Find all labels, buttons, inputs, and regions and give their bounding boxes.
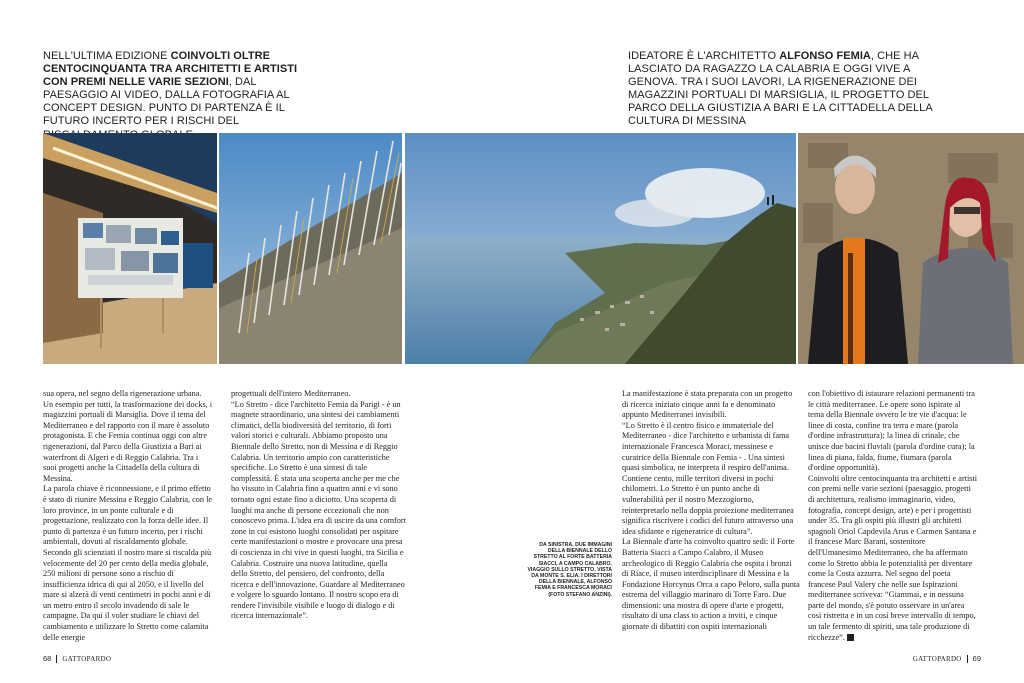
body-paragraph-text: Coinvolti oltre centocinquanta tra architetti e artisti con premi nelle varie sezioni (paesaggio, progetti di architettura, realismo immaginario, video, fotografia, concept design, arte) e per i progettisti under 35. Tra gli ospiti più illustri gli architetti spagnoli Oriol Capdevila Arus e Carmen Santana e il francese Marc Barani, sostenitore dell'Umanesimo Mediterraneo, che ha affermato come lo Stretto abbia le potenzialità per diventare come la Costa azzurra. Nel segno del poeta francese Paul Valery che nelle sue Ispirazioni mediterranee scriveva: “Giammai, e in nessuna parte del mondo, s'è potuto osservare in un'area così ristretta e in un così breve intervallo di tempo, un tale fermento di spiriti, una tale produzione di ricchezze”. bbox=[808, 473, 978, 642]
folio-left bbox=[43, 654, 111, 663]
body-paragraph: La parola chiave è riconnessione, e il primo effetto è stato di riunire Messina e Reggio Calabria, con le loro province, in un ponte culturale e di progettazione, realizzato con la forza delle idee. Il punto di partenza è un futuro incerto, per i rischi ambientali, dovuti al riscaldamento globale. Secondo gli scienziati il nostro mare si riscalda più velocemente del 20 per cento della media globale, 250 milioni di persone sono a rischio di insufficienza idrica di qui al 2050, e il livello del mare si alzerà di venti centimetri in pochi anni e di un metro entro il secolo invadendo di sale le campagne. Da qui il voler studiare le chiavi del cambiamento e utilizzare lo Stretto come calamita delle energie bbox=[43, 484, 213, 642]
body-paragraph: con l'obiettivo di istaurare relazioni permanenti tra le città mediterranee. Le opere sono ispirate al tema della Biennale ovvero le tre vie d'acqua: le linee di costa, confine tra terra e mare (parola d'ordine infrastruttura); la linea di crinale, che unisce due bacini fluviali (parola d'ordine cura); la linea di piana, falda, fiume, fiumara (parola d'ordine opportunità). bbox=[808, 389, 975, 473]
deck-left bbox=[43, 50, 323, 142]
page-number: 69 bbox=[972, 654, 981, 663]
body-column-1 bbox=[43, 389, 213, 643]
deck-left-text-1: NELL'ULTIMA EDIZIONE bbox=[43, 50, 171, 62]
photo-fort-wall bbox=[219, 133, 402, 364]
body-paragraph: La Biennale d'arte ha coinvolto quattro sedi: il Forte Batteria Siacci a Campo Calabro, il Museo archeologico di Reggio Calabria che ospita i bronzi di Riace, il museo interdisciplinare di Messina e la Fondazione Horcynus Orca a capo Peloro, sulla punta estrema del villaggio marinaro di Torre Faro. Due dimensioni: una mostra di opere d'arte e progetti, risultato di una class to action a inviti, e cinque giornate di dibattiti con ospiti internazionali bbox=[622, 537, 800, 632]
folio-divider bbox=[56, 655, 57, 663]
body-column-3 bbox=[622, 389, 800, 633]
photo-exhibition-interior bbox=[43, 133, 217, 364]
magazine-name: GATTOPARDO bbox=[62, 655, 112, 663]
body-paragraph: sua opera, nel segno della rigenerazione urbana. Un esempio per tutti, la trasformazione dei docks, i magazzini portuali di Marsiglia. Dove il tema del Mediterraneo e del rapporto con il mare è assoluto protagonista. E che Femia continua oggi con altre rigenerazioni, dal Parco della Giustizia a Bari ai waterfront di Algeri e di Reggio Calabria. Tra i suoi progetti anche la Cittadella della cultura di Messina. bbox=[43, 389, 213, 483]
body-paragraph: progettuali dell'intero Mediterraneo. bbox=[231, 389, 351, 398]
deck-right-bold: ALFONSO FEMIA bbox=[779, 50, 871, 62]
body-paragraph: “Lo Stretto - dice l'architetto Femia da Parigi - è un magnete straordinario, una sintesi dei cambiamenti climatici, della biodiversità del territorio, di forti valori storici e culturali. Abbiamo proposto una Biennale dello Stretto, non di Messina e di Reggio Calabria. Un territorio ampio con caratteristiche specifiche. Lo Stretto è una sintesi di tale complessità. È stata una scoperta anche per me che ho vissuto in Calabria fino a quattro anni e vi sono tornato ogni estate fino a diciotto. Una scoperta di luoghi ma anche di persone eccezionali che non conoscevo prima. L'idea era di uscire da una comfort zone in cui esistono luoghi consolidati per ospitare certe manifestazioni o mostre e provocare una presa di coscienza in chi vive in questi luoghi, tra Sicilia e Calabria. Costruire una nuova latitudine, quella dello Stretto, del pensiero, del confronto, della ricerca e dell'innovazione. Guardare al Mediterraneo e volgere lo sguardo lontano. Il nostro scopo era di rendere l'invisibile visibile e luogo di dialogo e di ricerca internazionale”. bbox=[231, 399, 406, 621]
deck-left-bold: COINVOLTI OLTRE CENTOCINQUANTA TRA ARCHITETTI E ARTISTI CON PREMI NELLE VARIE SEZIONI bbox=[43, 50, 298, 89]
body-column-4 bbox=[808, 389, 978, 643]
body-paragraph bbox=[808, 474, 978, 644]
body-paragraph: La manifestazione è stata preparata con un progetto di ricerca iniziato cinque anni fa e denominato appunto Mediterranei invisibili. bbox=[622, 389, 793, 420]
page-number: 68 bbox=[43, 654, 52, 663]
deck-right-text-2: , CHE HA LASCIATO DA RAGAZZO LA CALABRIA E OGGI VIVE A GENOVA. TRA I SUOI LAVORI, LA RIGENERAZIONE DEI MAGAZZINI PORTUALI DI MARSIGLIA, IL PROGETTO DEL PARCO DELLA GIUSTIZIA A BARI E LA CITTADELLA DELLA CULTURA DI MESSINA bbox=[628, 50, 933, 128]
deck-right bbox=[628, 50, 958, 129]
photo-caption: DA SINISTRA, DUE IMMAGINI DELLA BIENNALE DELLO STRETTO AL FORTE BATTERIA SIACCI, A CAMPO CALABRO. VIAGGIO SULLO STRETTO, VISTA DA MONTE S. ELIA. I DIRETTORI DELLA BIENNALE, ALFONSO FEMIA E FRANCESCA MORACI (FOTO STEFANO ANZINI). bbox=[527, 542, 612, 598]
photo-strait-panorama bbox=[405, 133, 796, 364]
folio-divider bbox=[967, 655, 968, 663]
body-column-2 bbox=[231, 389, 406, 622]
deck-left-text-2: , DAL PAESAGGIO AI VIDEO, DALLA FOTOGRAFIA AL CONCEPT DESIGN. PUNTO DI PARTENZA È IL FUTURO INCERTO PER I RISCHI DEL bbox=[43, 76, 290, 128]
photo-directors-portrait bbox=[798, 133, 1024, 364]
folio-right bbox=[913, 654, 981, 663]
body-paragraph: “Lo Stretto è il centro fisico e immateriale del Mediterraneo - dice l'architetto e urbanista di fama internazionale Francesca Moraci, messinese e curatrice della Biennale con Femia - . Una sintesi quasi simbolica, ne interpreta il respiro dell'anima. Contiene cento, mille territori diversi in pochi chilometri. Lo Stretto è un punto anche di vulnerabilità per il nostro Mezzogiorno, reinterpretarlo nella doppia proiezione mediterranea significa riscrivere i codici del futuro attraverso una idea sfidante e rigeneratrice di cultura”. bbox=[622, 420, 794, 536]
magazine-name: GATTOPARDO bbox=[912, 655, 962, 663]
end-of-article-icon bbox=[847, 634, 854, 641]
deck-right-text-1: IDEATORE È L'ARCHITETTO bbox=[628, 50, 780, 62]
